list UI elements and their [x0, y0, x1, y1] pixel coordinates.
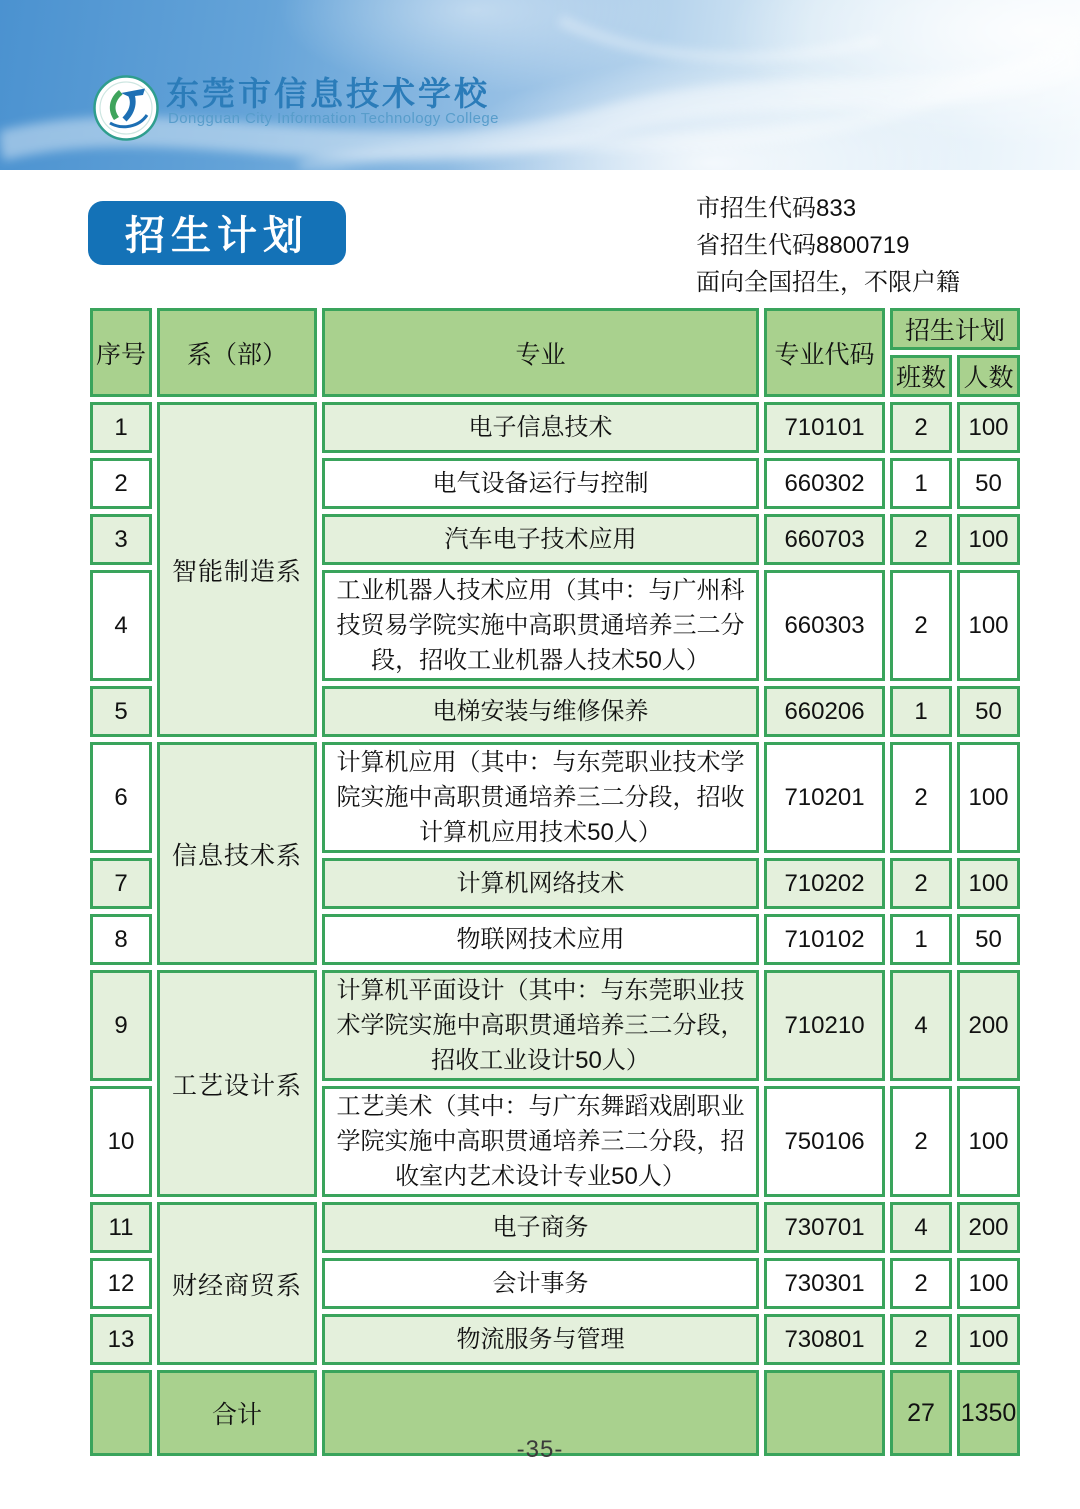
province-code-line: 省招生代码8800719	[696, 232, 910, 259]
school-logo-icon	[92, 74, 160, 142]
table-row: 7 计算机网络技术 710202 2 100	[90, 858, 1020, 909]
col-header-seq: 序号	[90, 308, 152, 397]
department-cell: 工艺设计系	[157, 970, 317, 1197]
department-cell: 智能制造系	[157, 402, 317, 737]
header-row	[90, 308, 1020, 350]
table-row: 5 电梯安装与维修保养 660206 1 50	[90, 686, 1020, 737]
col-header-major-code: 专业代码	[764, 308, 885, 397]
total-classes: 27	[890, 1370, 952, 1456]
city-code-line: 市招生代码833	[696, 195, 857, 222]
table-row: 6 信息技术系 计算机应用（其中：与东莞职业技术学院实施中高职贯通培养三二分段，招收计算机应用技术50人） 710201 2 100	[90, 742, 1020, 853]
table-row: 8 物联网技术应用 710102 1 50	[90, 914, 1020, 965]
department-cell: 信息技术系	[157, 742, 317, 965]
school-name-en: Dongguan City Information Technology College	[168, 110, 499, 127]
table-row: 1 智能制造系 电子信息技术 710101 2 100	[90, 402, 1020, 453]
col-header-classes: 班数	[890, 355, 952, 397]
department-cell: 财经商贸系	[157, 1202, 317, 1365]
col-header-major: 专业	[322, 308, 759, 397]
admission-scope-line: 面向全国招生，不限户籍	[696, 269, 960, 296]
table-row: 10 工艺美术（其中：与广东舞蹈戏剧职业学院实施中高职贯通培养三二分段，招收室内艺术设计专业50人） 750106 2 100	[90, 1086, 1020, 1197]
table-row: 4 工业机器人技术应用（其中：与广州科技贸易学院实施中高职贯通培养三二分段，招收工业机器人技术50人） 660303 2 100	[90, 570, 1020, 681]
section-title-badge: 招生计划	[88, 201, 346, 265]
col-header-students: 人数	[957, 355, 1020, 397]
table-row: 12 会计事务 730301 2 100	[90, 1258, 1020, 1309]
table-row: 13 物流服务与管理 730801 2 100	[90, 1314, 1020, 1365]
table-row: 9 工艺设计系 计算机平面设计（其中：与东莞职业技术学院实施中高职贯通培养三二分段，招收工业设计50人） 710210 4 200	[90, 970, 1020, 1081]
school-name-cn: 东莞市信息技术学校	[166, 77, 490, 113]
enrollment-plan-table	[85, 303, 1025, 1461]
banner	[0, 0, 1080, 170]
banner-wave-decoration	[0, 0, 1080, 170]
admission-codes	[696, 190, 960, 301]
table-row: 2 电气设备运行与控制 660302 1 50	[90, 458, 1020, 509]
col-header-department: 系（部）	[157, 308, 317, 397]
table-row: 3 汽车电子技术应用 660703 2 100	[90, 514, 1020, 565]
total-label: 合计	[157, 1370, 317, 1456]
table-row: 11 财经商贸系 电子商务 730701 4 200	[90, 1202, 1020, 1253]
col-header-plan-group: 招生计划	[890, 308, 1020, 350]
page-number: -35-	[516, 1436, 564, 1463]
total-students: 1350	[957, 1370, 1020, 1456]
